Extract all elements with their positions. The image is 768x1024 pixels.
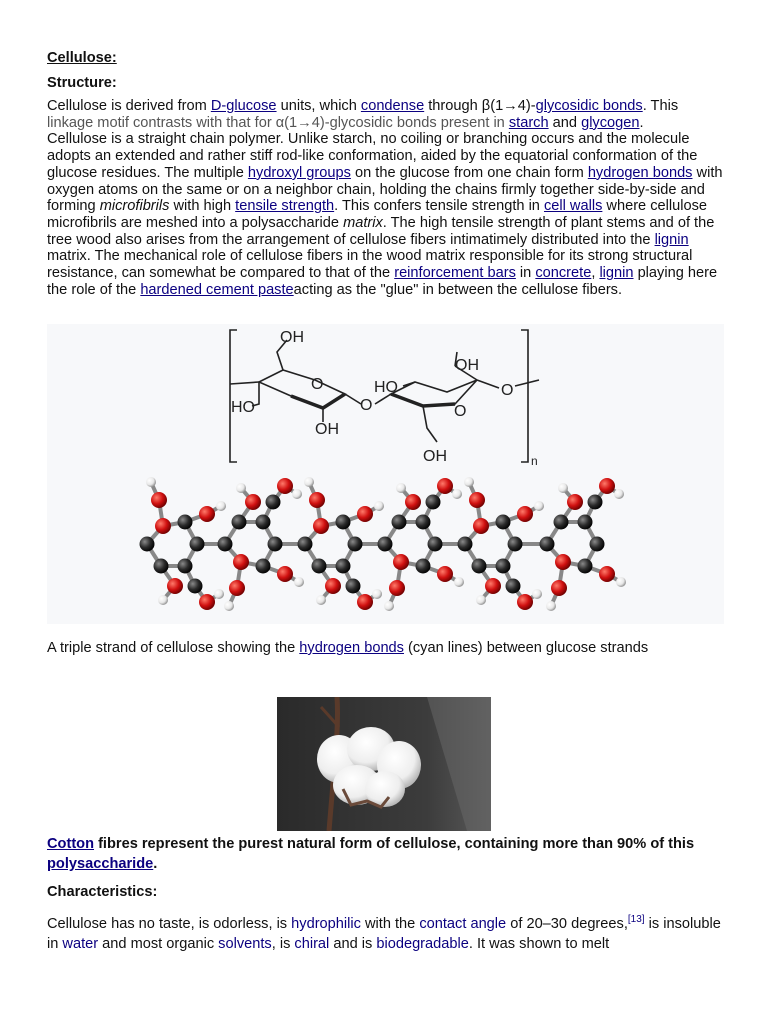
cellulose-structural-formula [47, 324, 724, 469]
hydrogen-atom [316, 595, 326, 605]
text: linkage motif contrasts with that for α(1→4)-glycosidic bonds present in [47, 114, 509, 131]
link-water[interactable]: water [62, 936, 99, 952]
text: where cellulose microfibrils are meshed into a polysaccharide [47, 198, 708, 231]
n-subscript-label: n [531, 454, 538, 468]
link-glycogen[interactable]: glycogen [581, 114, 640, 131]
carbon-atom [178, 559, 193, 574]
ho-left-label: HO [231, 399, 255, 416]
heading-structure: Structure: [47, 75, 117, 91]
text: . This [642, 98, 679, 114]
link-cotton[interactable]: Cotton [47, 836, 95, 852]
carbon-atom [458, 537, 473, 552]
link-polysaccharide[interactable]: polysaccharide [47, 856, 154, 872]
oxygen-atom [199, 506, 215, 522]
oxygen-atom [405, 494, 421, 510]
text: with the [360, 916, 420, 932]
hydrogen-atom [146, 477, 156, 487]
oxygen-atom [599, 566, 615, 582]
carbon-atom [348, 537, 363, 552]
text: , is [271, 936, 295, 952]
text: A triple strand of cellulose showing the [47, 640, 300, 656]
text: matrix. The mechanical role of cellulose fibers in the wood matrix responsible for its strong structural resistance, can somewhat be compared to that of the [47, 248, 693, 282]
carbon-atom [496, 515, 511, 530]
carbon-atom [416, 559, 431, 574]
cellulose-ball-and-stick-model [47, 474, 724, 619]
oxygen-atom [229, 580, 245, 596]
link-hydrogen-bonds[interactable]: hydrogen bonds [587, 164, 693, 181]
carbon-atom [256, 515, 271, 530]
carbon-atom [268, 537, 283, 552]
carbon-atom [472, 559, 487, 574]
carbon-atom [298, 537, 313, 552]
text: (cyan lines) between glucose strands [403, 640, 649, 656]
hydrogen-atom [292, 489, 302, 499]
oh-top-left-label: OH [280, 329, 304, 346]
hydrogen-atom [546, 601, 556, 611]
cotton-caption [47, 834, 727, 874]
text: in [515, 265, 536, 282]
structure-figure [47, 324, 724, 624]
carbon-atom [336, 515, 351, 530]
carbon-atom [218, 537, 233, 552]
link-concrete[interactable]: concrete [535, 265, 592, 282]
text: . [153, 856, 158, 872]
link-tensile-strength[interactable]: tensile strength [235, 198, 335, 215]
link-hydrophilic[interactable]: hydrophilic [291, 916, 361, 932]
o-end-label: O [501, 382, 514, 399]
carbon-atom [190, 537, 205, 552]
carbon-atom [154, 559, 169, 574]
carbon-atom [416, 515, 431, 530]
carbon-atom [392, 515, 407, 530]
cotton-photo [277, 697, 491, 831]
oxygen-atom [151, 492, 167, 508]
carbon-atom [578, 559, 593, 574]
link-glycosidic-bonds[interactable]: glycosidic bonds [535, 98, 643, 114]
hydrogen-atom [304, 477, 314, 487]
hydrogen-atom [532, 589, 542, 599]
carbon-atom [588, 495, 603, 510]
cotton-boll-image [277, 697, 491, 831]
oxygen-atom [309, 492, 325, 508]
oxygen-atom [233, 554, 249, 570]
text: with oxygen atoms on the same or on a neighbor chain, holding the chains firmly together side-by-side and forming [47, 164, 723, 215]
text: of 20–30 degrees, [506, 916, 628, 932]
hydrogen-atom [464, 477, 474, 487]
link-cell-walls[interactable]: cell walls [543, 198, 603, 215]
o-bridge-label: O [360, 397, 373, 414]
oh-bottom-right-label: OH [423, 448, 447, 465]
text: and most organic [98, 936, 219, 952]
link-solvents[interactable]: solvents [218, 936, 272, 952]
link-starch[interactable]: starch [508, 114, 549, 131]
carbon-atom [496, 559, 511, 574]
oxygen-atom [567, 494, 583, 510]
oxygen-atom [155, 518, 171, 534]
text: Cellulose is derived from [47, 98, 211, 114]
text: acting as the "glue" in between the cellulose fibers. [293, 281, 623, 298]
link-lignin-2[interactable]: lignin [599, 265, 634, 282]
hydrogen-atom [372, 589, 382, 599]
oh-bottom-left-label: OH [315, 421, 339, 438]
hydrogen-atom [534, 501, 544, 511]
text: with high [169, 198, 236, 215]
oxygen-atom [555, 554, 571, 570]
link-hardened-cement-paste[interactable]: hardened cement paste [140, 281, 294, 298]
carbon-atom [578, 515, 593, 530]
oxygen-atom [599, 478, 615, 494]
heading-cellulose: Cellulose: [47, 50, 117, 66]
hydrogen-atom [384, 601, 394, 611]
carbon-atom [188, 579, 203, 594]
oxygen-atom [437, 566, 453, 582]
hydrogen-atom [214, 589, 224, 599]
oxygen-atom [469, 492, 485, 508]
link-lignin[interactable]: lignin [654, 231, 689, 248]
oxygen-atom [473, 518, 489, 534]
carbon-atom [312, 559, 327, 574]
link-hydroxyl-groups[interactable]: hydroxyl groups [247, 164, 351, 181]
text: is insoluble in [47, 916, 721, 952]
link-hydrogen-bonds-caption[interactable]: hydrogen bonds [299, 640, 404, 656]
heading-characteristics: Characteristics: [47, 884, 158, 900]
oxygen-atom [277, 478, 293, 494]
carbon-atom [178, 515, 193, 530]
text: on the glucose from one chain form [350, 164, 588, 181]
text: . It was shown to melt [468, 936, 610, 952]
oxygen-atom [551, 580, 567, 596]
oxygen-atom [313, 518, 329, 534]
oxygen-atom [245, 494, 261, 510]
carbon-atom [554, 515, 569, 530]
carbon-atom [506, 579, 521, 594]
oxygen-atom [357, 594, 373, 610]
italic-microfibrils: microfibrils [99, 198, 170, 215]
hydrogen-atom [396, 483, 406, 493]
hydrogen-atom [616, 577, 626, 587]
carbon-atom [378, 537, 393, 552]
oh-top-right-label: OH [455, 357, 479, 374]
carbon-atom [590, 537, 605, 552]
oxygen-atom [357, 506, 373, 522]
text: Cellulose is a straight chain polymer. Unlike starch, no coiling or branching occurs and the molecule adopts an extended and rather stiff rod-like conformation, aided by the equatorial conformation of the glucose residues. The multiple [47, 131, 698, 181]
molecule-atoms [140, 477, 627, 611]
hydrogen-atom [236, 483, 246, 493]
ho-right-label: HO [374, 379, 398, 396]
oxygen-atom [485, 578, 501, 594]
hydrogen-atom [452, 489, 462, 499]
o-ring-left-label: O [311, 376, 324, 393]
text: fibres represent the purest natural form of cellulose, containing more than 90% of this [94, 836, 695, 852]
text: Cellulose has no taste, is odorless, is [47, 916, 292, 932]
structure-paragraph [47, 98, 727, 298]
strand-caption [47, 640, 648, 656]
carbon-atom [540, 537, 555, 552]
text: , [591, 265, 600, 282]
characteristics-paragraph [47, 914, 727, 954]
oxygen-atom [393, 554, 409, 570]
link-condense[interactable]: condense [360, 98, 425, 114]
oxygen-atom [437, 478, 453, 494]
oxygen-atom [167, 578, 183, 594]
text: units, which [276, 98, 361, 114]
text: playing here the role of the [47, 265, 718, 298]
hydrogen-atom [216, 501, 226, 511]
carbon-atom [140, 537, 155, 552]
o-ring-right-label: O [454, 403, 467, 420]
carbon-atom [256, 559, 271, 574]
oxygen-atom [199, 594, 215, 610]
reference-13[interactable]: [13] [627, 914, 645, 926]
text: through β(1→4)- [424, 98, 536, 114]
hydrogen-atom [158, 595, 168, 605]
hydrogen-atom [454, 577, 464, 587]
carbon-atom [232, 515, 247, 530]
oxygen-atom [325, 578, 341, 594]
text: and is [329, 936, 377, 952]
carbon-atom [508, 537, 523, 552]
oxygen-atom [389, 580, 405, 596]
carbon-atom [426, 495, 441, 510]
text: . [639, 114, 644, 131]
carbon-atom [336, 559, 351, 574]
text: . This confers tensile strength in [334, 198, 544, 215]
carbon-atom [266, 495, 281, 510]
carbon-atom [346, 579, 361, 594]
hydrogen-atom [558, 483, 568, 493]
text: and [548, 114, 582, 131]
link-biodegradable[interactable]: biodegradable [376, 936, 469, 952]
link-d-glucose[interactable]: D-glucose [210, 98, 277, 114]
oxygen-atom [517, 506, 533, 522]
link-reinforcement-bars[interactable]: reinforcement bars [394, 265, 516, 282]
oxygen-atom [277, 566, 293, 582]
hydrogen-atom [294, 577, 304, 587]
hydrogen-atom [224, 601, 234, 611]
link-contact-angle[interactable]: contact angle [419, 916, 507, 932]
hydrogen-atom [374, 501, 384, 511]
hydrogen-atom [614, 489, 624, 499]
carbon-atom [428, 537, 443, 552]
link-chiral[interactable]: chiral [294, 936, 330, 952]
oxygen-atom [517, 594, 533, 610]
hydrogen-atom [476, 595, 486, 605]
italic-matrix: matrix [343, 214, 383, 231]
text: . The high tensile strength of plant stems and of the tree wood also arises from the arrangement of cellulose fibers intimatimely distributed into the [47, 214, 715, 248]
